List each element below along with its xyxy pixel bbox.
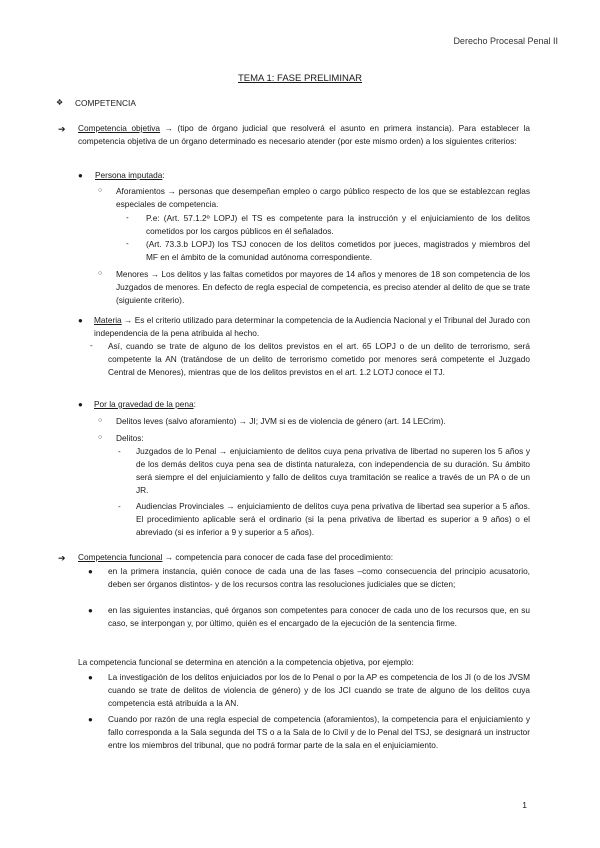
dot-bullet-icon: ●: [88, 673, 93, 682]
funcional-example-1: La investigación de los delitos enjuiciados por los de lo Penal o por la AP es competencia de los JI (o de los JVSM cuando se trate de delitos de violencia de género) y de los JCI cuando se trate de alguno de los delitos cuya competencia está atribuida a la AN.: [108, 672, 530, 709]
dot-bullet-icon: ●: [88, 567, 93, 576]
persona-imputada-heading: [95, 169, 165, 182]
arrow-bullet-icon: ➔: [58, 124, 66, 134]
colon: :: [162, 170, 165, 180]
materia-paragraph: [94, 314, 530, 340]
competencia-objetiva-text: → (tipo de órgano judicial que resolverá el asunto en primera instancia). Para establecer la competencia objetiva de un órgano determinado es necesario atender (por este mismo orden) a los siguientes criterios:: [78, 123, 530, 147]
dot-bullet-icon: ●: [78, 171, 83, 180]
diamond-bullet-icon: ❖: [56, 98, 64, 107]
materia-sub-item: Así, cuando se trate de alguno de los delitos previstos en el art. 65 LOPJ o de un delito de terrorismo, será competente la AN (tratándose de un delito de terrorismo cometido por menores será competente el Juzgado Central de Menores), mientras que de los delitos previstos en el art. 1.2 LOTJ conoce el TJ.: [108, 341, 530, 378]
delitos-leves-item: Delitos leves (salvo aforamiento) → JI; JVM si es de violencia de género (art. 14 LECrim).: [116, 416, 446, 426]
materia-label: Materia: [94, 315, 122, 325]
circle-bullet-icon: ○: [98, 270, 103, 277]
funcional-item-1: en la primera instancia, quién conoce de cada una de las fases –como consecuencia del principio acusatorio, deben ser órganos distintos- y de los recursos contra las resoluciones judiciales que se dicten;: [108, 566, 530, 590]
dash-bullet-icon: -: [90, 341, 93, 350]
page-title: TEMA 1: FASE PRELIMINAR: [237, 73, 363, 84]
arrow-bullet-icon: ➔: [58, 553, 66, 563]
circle-bullet-icon: ○: [98, 417, 103, 424]
dot-bullet-icon: ●: [78, 316, 83, 325]
funcional-item-2: en las siguientes instancias, qué órganos son competentes para conocer de cada uno de los recursos que, en su caso, se interpongan y, por último, quién es el encargado de la ejecución de la sentencia firme.: [108, 605, 530, 629]
art73-item: (Art. 73.3.b LOPJ) los TSJ conocen de los delitos cometidos por jueces, magistrados y miembros del MF en el ámbito de la comunidad autónoma correspondiente.: [146, 239, 530, 263]
gravedad-heading: [94, 398, 196, 411]
funcional-example-2: Cuando por razón de una regla especial de competencia (aforamientos), la competencia para el enjuiciamiento y fallo corresponda a la Sala segunda del TS o a la Sala de lo Civil y de lo Penal del TSJ, se designará un instructor entre los miembros del tribunal, que no podrá formar parte de la sala en el enjuiciamiento.: [108, 714, 530, 751]
materia-text: → Es el criterio utilizado para determinar la competencia de la Audiencia Nacional y el Tribunal del Jurado con independencia de la pena atribuida al hecho.: [94, 315, 530, 339]
juzgados-penal-item: Juzgados de lo Penal → enjuiciamiento de delitos cuya pena privativa de libertad no superen los 5 años y de los demás delitos cuya pena sea de distinta naturaleza, con independencia de su duración. Su ámbito será siempre el del enjuiciamiento y fallo de delitos cuya tramitación se realice a través de un PA o de un JR.: [136, 446, 530, 496]
dot-bullet-icon: ●: [88, 606, 93, 615]
colon: :: [193, 399, 196, 409]
dot-bullet-icon: ●: [78, 400, 83, 409]
dash-bullet-icon: -: [118, 502, 121, 511]
competencia-objetiva-label: Competencia objetiva: [78, 123, 161, 133]
running-header: Derecho Procesal Penal II: [453, 36, 558, 46]
pe-item: P.e: (Art. 57.1.2º LOPJ) el TS es competente para la instrucción y el enjuiciamiento de los delitos cometidos por los cargos públicos en él señalados.: [146, 213, 530, 237]
page-number: 1: [522, 800, 527, 810]
delitos-item: Delitos:: [116, 433, 144, 443]
dot-bullet-icon: ●: [88, 715, 93, 724]
competencia-objetiva-paragraph: [78, 122, 530, 148]
competencia-funcional-text: → competencia para conocer de cada fase del procedimiento:: [162, 552, 394, 562]
dash-bullet-icon: -: [118, 447, 121, 456]
section-heading: COMPETENCIA: [75, 98, 136, 108]
circle-bullet-icon: ○: [98, 187, 103, 194]
audiencias-provinciales-item: Audiencias Provinciales → enjuiciamiento de delitos cuya pena privativa de libertad sea superior a 5 años. El procedimiento aplicable será el ordinario (si la pena privativa de libertad es superior a 9 años) o el abreviado (si es inferior a 9 y superior a 5 años).: [136, 501, 530, 538]
persona-imputada-label: Persona imputada: [95, 170, 163, 180]
circle-bullet-icon: ○: [98, 434, 103, 441]
aforamientos-item: Aforamientos → personas que desempeñan empleo o cargo público respecto de los que se establezcan reglas especiales de competencia.: [116, 186, 530, 210]
competencia-funcional-paragraph: [78, 551, 530, 564]
dash-bullet-icon: -: [126, 239, 129, 248]
dash-bullet-icon: -: [126, 213, 129, 222]
competencia-funcional-label: Competencia funcional: [78, 552, 163, 562]
menores-item: Menores → Los delitos y las faltas cometidos por mayores de 14 años y menores de 18 son competencia de los Juzgados de menores. En defecto de regla especial de competencia, es preciso atender al delito de que se trate (siguiente criterio).: [116, 269, 530, 306]
funcional-intro: La competencia funcional se determina en atención a la competencia objetiva, por ejemplo:: [78, 657, 414, 667]
gravedad-label: Por la gravedad de la pena: [94, 399, 194, 409]
